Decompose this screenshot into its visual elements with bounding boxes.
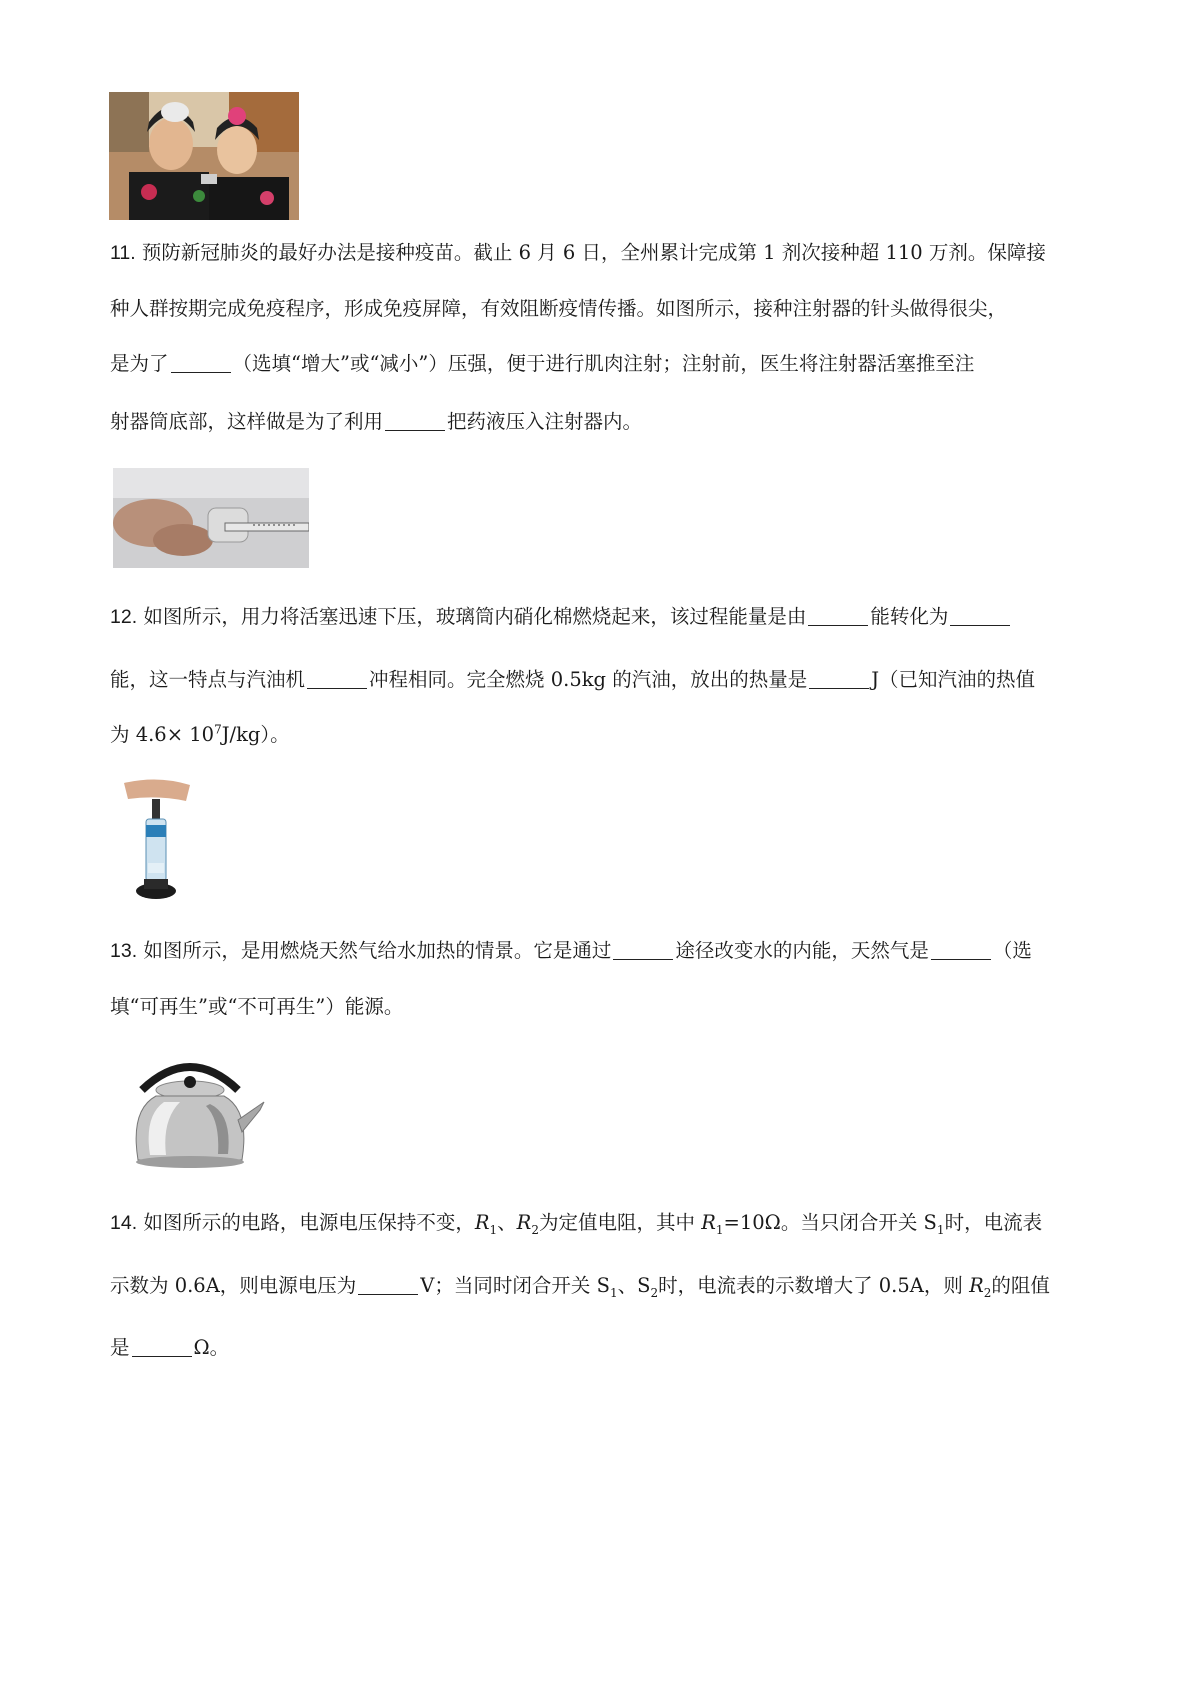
exponent: 7 <box>214 722 222 737</box>
q14-line2-start: 示数为 0.6A，则电源电压为 <box>110 1274 357 1297</box>
answer-blank <box>171 354 231 373</box>
subscript: 1 <box>715 1222 724 1237</box>
question-number: 14. <box>110 1212 138 1234</box>
subscript: 2 <box>531 1222 539 1237</box>
answer-blank <box>132 1338 192 1357</box>
q14-line3-start: 是 <box>110 1336 130 1359</box>
subscript: 1 <box>609 1285 618 1300</box>
photo-kettle <box>120 1050 266 1175</box>
symbol-r: R <box>516 1211 532 1234</box>
question-number: 11. <box>110 242 136 264</box>
q13-line1-end: （选 <box>992 939 1032 962</box>
q12-line3-end: J/kg）。 <box>221 723 290 746</box>
separator: 、 <box>497 1211 517 1234</box>
q14-line1-end: 时，电流表 <box>944 1211 1043 1234</box>
q14-line2-mid3: 时，电流表的示数增大了 0.5A，则 <box>658 1274 970 1297</box>
answer-blank <box>808 607 868 626</box>
q11-line3-end: （选填“增大”或“减小”）压强，便于进行肌肉注射；注射前，医生将注射器活塞推至注 <box>232 352 975 375</box>
answer-blank <box>809 670 869 689</box>
answer-blank <box>307 670 367 689</box>
question-12 <box>110 601 1100 749</box>
subscript: 1 <box>489 1222 498 1237</box>
photo-women-phone <box>109 92 299 220</box>
question-14 <box>110 1207 1100 1362</box>
symbol-r: R <box>474 1211 490 1234</box>
q14-line1-mid2: =10Ω。当只闭合开关 S <box>723 1211 937 1234</box>
q11-line3-start: 是为了 <box>110 352 169 375</box>
symbol-r: R <box>969 1274 984 1297</box>
q14-line2-end: 的阻值 <box>991 1274 1050 1297</box>
photo-piston-cylinder <box>118 775 198 907</box>
q13-line2: 填“可再生”或“不可再生”）能源。 <box>110 995 404 1018</box>
q14-line3-end: Ω。 <box>193 1336 230 1359</box>
q12-line3-start: 为 4.6× 10 <box>110 723 215 746</box>
q12-line1-mid: 能转化为 <box>870 605 949 628</box>
q13-line1-mid: 途径改变水的内能，天然气是 <box>675 939 929 962</box>
answer-blank <box>931 941 991 960</box>
q13-line1-start: 如图所示，是用燃烧天然气给水加热的情景。它是通过 <box>143 939 612 962</box>
answer-blank <box>613 941 673 960</box>
q11-line1: 预防新冠肺炎的最好办法是接种疫苗。截止 6 月 6 日，全州累计完成第 1 剂次接种超 110 万剂。保障接 <box>141 241 1046 264</box>
answer-blank <box>358 1276 418 1295</box>
q11-line4-start: 射器筒底部，这样做是为了利用 <box>110 410 384 433</box>
question-number: 12. <box>110 606 138 628</box>
subscript: 2 <box>650 1285 659 1300</box>
q14-line1-mid: 为定值电阻，其中 <box>539 1211 702 1234</box>
photo-syringe <box>113 468 309 568</box>
question-13 <box>110 935 1100 1021</box>
q11-line4-end: 把药液压入注射器内。 <box>447 410 643 433</box>
question-number: 13. <box>110 940 138 962</box>
q12-line2-mid: 冲程相同。完全燃烧 0.5kg 的汽油，放出的热量是 <box>369 668 808 691</box>
q11-line2: 种人群按期完成免疫程序，形成免疫屏障，有效阻断疫情传播。如图所示，接种注射器的针头做得很尖， <box>110 297 1008 320</box>
symbol-r: R <box>701 1211 716 1234</box>
subscript: 1 <box>936 1222 945 1237</box>
q14-line1-start: 如图所示的电路，电源电压保持不变， <box>143 1211 475 1234</box>
answer-blank <box>950 607 1010 626</box>
q12-line2-start: 能，这一特点与汽油机 <box>110 668 306 691</box>
subscript: 2 <box>983 1285 992 1300</box>
q12-line1-start: 如图所示，用力将活塞迅速下压，玻璃筒内硝化棉燃烧起来，该过程能量是由 <box>143 605 807 628</box>
q12-line2-end: J（已知汽油的热值 <box>871 668 1036 691</box>
q14-line2-mid2: 、S <box>617 1274 651 1297</box>
answer-blank <box>385 412 445 431</box>
question-11 <box>110 237 1100 436</box>
q14-line2-mid: V；当同时闭合开关 S <box>420 1274 610 1297</box>
